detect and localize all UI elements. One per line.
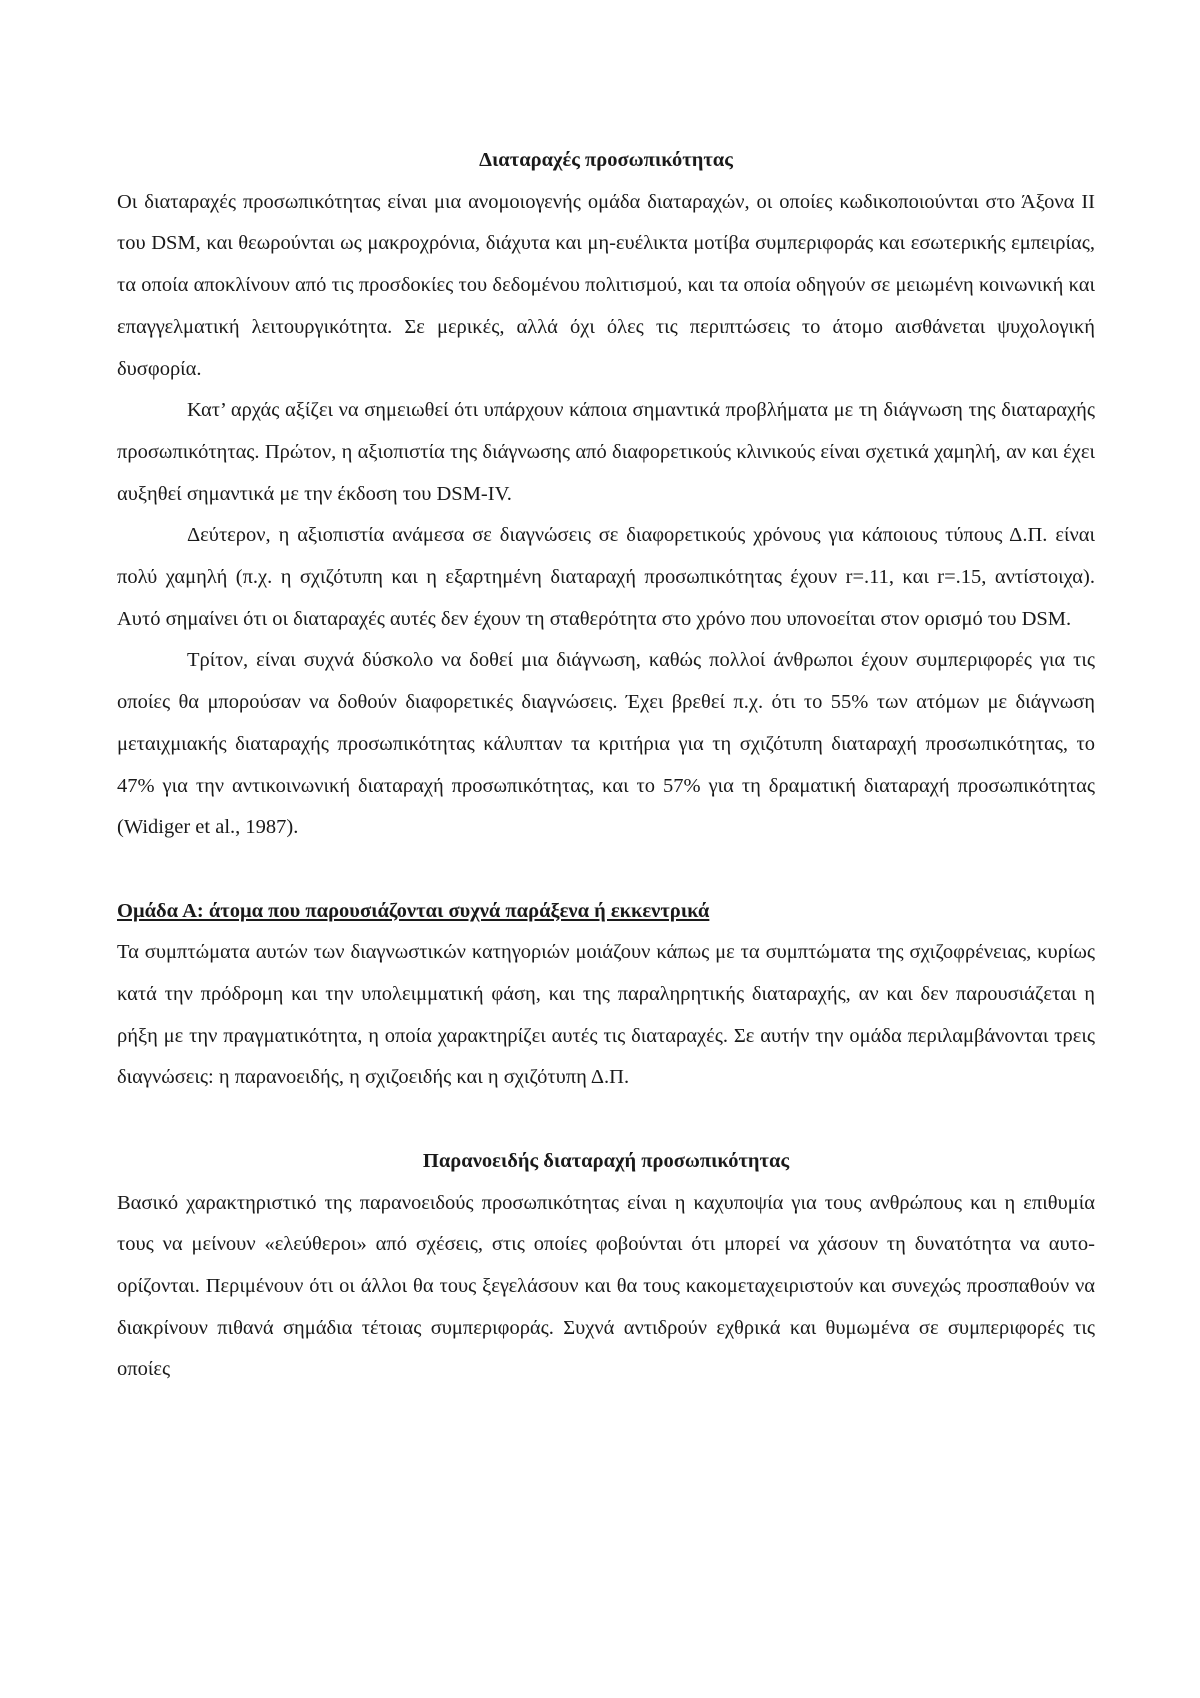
paragraph-definition: Οι διαταραχές προσωπικότητας είναι μια ανομοιογενής ομάδα διαταραχών, οι οποίες κωδικοποιούνται στο Άξονα ΙΙ του DSM, και θεωρούνται ως μακροχρόνια, διάχυτα και μη-ευέλικτα μοτίβα συμπεριφοράς και εσωτερικής εμπειρίας, τα οποία αποκλίνουν από τις προσδοκίες του δεδομένου πολιτισμού, και τα οποία οδηγούν σε μειωμένη κοινωνική και επαγγελματική λειτουργικότητα. Σε μερικές, αλλά όχι όλες τις περιπτώσεις το άτομο αισθάνεται ψυχολογική δυσφορία. bbox=[117, 190, 1095, 380]
section-title-cluster-a: Ομάδα Α: άτομα που παρουσιάζονται συχνά παράξενα ή εκκεντρικά bbox=[117, 899, 710, 922]
paragraph-third-comorbidity: Τρίτον, είναι συχνά δύσκολο να δοθεί μια διάγνωση, καθώς πολλοί άνθρωποι έχουν συμπεριφορές για τις οποίες θα μπορούσαν να δοθούν διαφορετικές διαγνώσεις. Έχει βρεθεί π.χ. ότι το 55% των ατόμων με διάγνωση μεταιχμιακής διαταραχής προσωπικότητας κάλυπταν τα κριτήρια για τη σχιζότυπη διαταραχή προσωπικότητας, το 47% για την αντικοινωνική διαταραχή προσωπικότητας, και το 57% για τη δραματική διαταραχή προσωπικότητας (Widiger et al., 1987). bbox=[117, 649, 1095, 839]
document-body bbox=[117, 140, 1095, 1391]
paragraph-cluster-a: Τα συμπτώματα αυτών των διαγνωστικών κατηγοριών μοιάζουν κάπως με τα συμπτώματα της σχιζοφρένειας, κυρίως κατά την πρόδρομη και την υπολειμματική φάση, και της παραληρητικής διαταραχής, αν και δεν παρουσιάζεται η ρήξη με την πραγματικότητα, η οποία χαρακτηρίζει αυτές τις διαταραχές. Σε αυτήν την ομάδα περιλαμβάνονται τρεις διαγνώσεις: η παρανοειδής, η σχιζοειδής και η σχιζότυπη Δ.Π. bbox=[117, 941, 1095, 1089]
section-title-personality-disorders: Διαταραχές προσωπικότητας bbox=[479, 149, 733, 171]
blank-line bbox=[117, 849, 1095, 891]
blank-line bbox=[117, 1099, 1095, 1141]
paragraph-diagnosis-problems: Κατ’ αρχάς αξίζει να σημειωθεί ότι υπάρχουν κάποια σημαντικά προβλήματα με τη διάγνωση της διαταραχής προσωπικότητας. Πρώτον, η αξιοπιστία της διάγνωσης από διαφορετικούς κλινικούς είναι σχετικά χαμηλή, αν και έχει αυξηθεί σημαντικά με την έκδοση του DSM-IV. bbox=[117, 399, 1095, 505]
paragraph-second-reliability: Δεύτερον, η αξιοπιστία ανάμεσα σε διαγνώσεις σε διαφορετικούς χρόνους για κάποιους τύπους Δ.Π. είναι πολύ χαμηλή (π.χ. η σχιζότυπη και η εξαρτημένη διαταραχή προσωπικότητας έχουν r=.11, και r=.15, αντίστοιχα). Αυτό σημαίνει ότι οι διαταραχές αυτές δεν έχουν τη σταθερότητα στο χρόνο που υπονοείται στον ορισμό του DSM. bbox=[117, 524, 1095, 630]
paragraph-paranoid: Βασικό χαρακτηριστικό της παρανοειδούς προσωπικότητας είναι η καχυποψία για τους ανθρώπους και η επιθυμία τους να μείνουν «ελεύθεροι» από σχέσεις, στις οποίες φοβούνται ότι μπορεί να χάσουν τη δυνατότητα να αυτο-ορίζονται. Περιμένουν ότι οι άλλοι θα τους ξεγελάσουν και θα τους κακομεταχειριστούν και συνεχώς προσπαθούν να διακρίνουν πιθανά σημάδια τέτοιας συμπεριφοράς. Συχνά αντιδρούν εχθρικά και θυμωμένα σε συμπεριφορές τις οποίες bbox=[117, 1191, 1095, 1381]
section-title-paranoid: Παρανοειδής διαταραχή προσωπικότητας bbox=[422, 1149, 790, 1172]
